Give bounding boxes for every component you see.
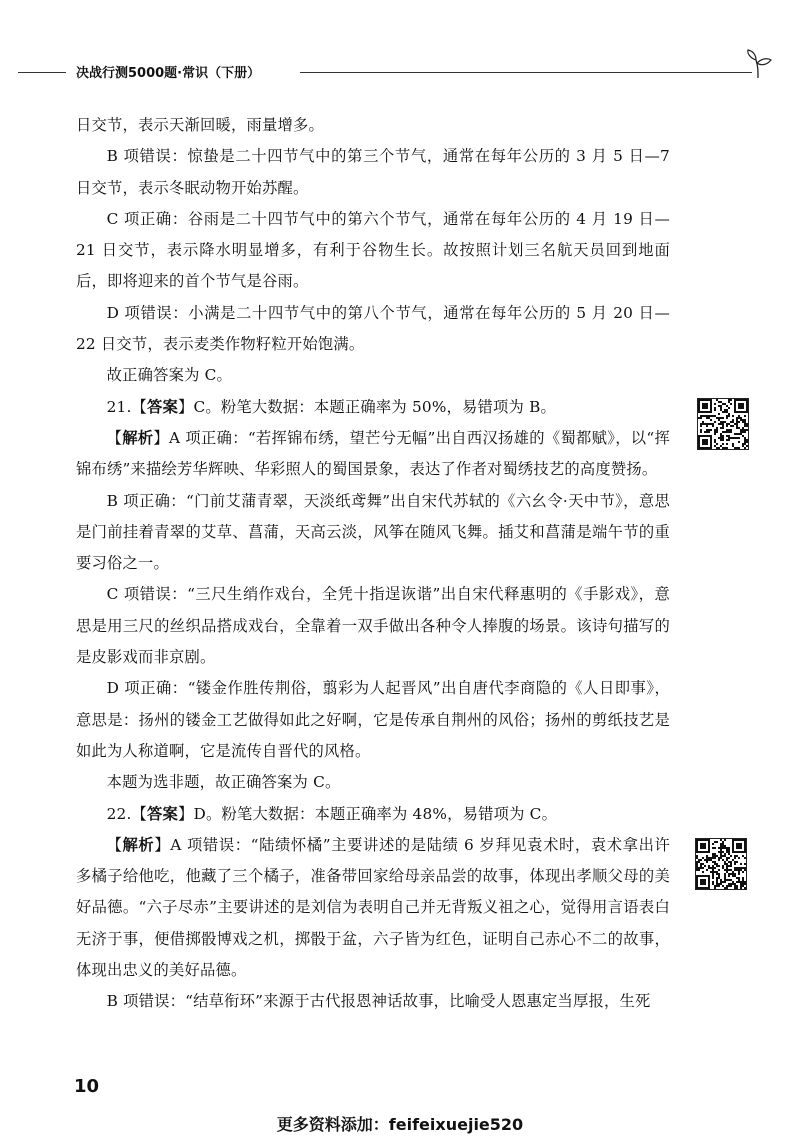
paragraph-text: 22.【 (106, 804, 148, 823)
book-title: 决战行测5000题·常识（下册） (76, 66, 261, 81)
paragraph (76, 110, 670, 141)
answer-explanations (76, 110, 670, 1018)
paragraph (76, 830, 670, 986)
paragraph-text: 本题为选非题，故正确答案为 C。 (106, 773, 341, 792)
label-bold: 解析 (122, 428, 154, 447)
footer-contact-note: 更多资料添加：feifeixuejie520 (276, 1115, 524, 1134)
label-bold: 答案 (147, 397, 179, 416)
paragraph-text: 【 (106, 428, 123, 447)
qr-code-icon[interactable] (695, 838, 747, 890)
page-number: 10 (74, 1076, 100, 1097)
paragraph (76, 767, 670, 798)
paragraph (76, 579, 670, 673)
paragraph (76, 141, 670, 204)
qr-code-icon[interactable] (697, 398, 749, 450)
paragraph-text: 】C。粉笔大数据：本题正确率为 50%，易错项为 B。 (178, 397, 557, 416)
paragraph-text: C 项错误：“三尺生绡作戏台，全凭十指逞诙谐”出自宋代释惠明的《手影戏》，意思是用三尺的丝织品搭成戏台，全靠着一双手做出各种令人捧腹的场景。该诗句描写的是皮影戏而非京剧。 (76, 585, 670, 667)
paragraph-text: D 项正确：“镂金作胜传荆俗，翦彩为人起晋风”出自唐代李商隐的《人日即事》，意思是：扬州的镂金工艺做得如此之好啊，它是传承自荆州的风俗；扬州的剪纸技艺是如此为人称道啊，它是流传自晋代的风格。 (76, 679, 670, 760)
paragraph-text: D 项错误：小满是二十四节气中的第八个节气，通常在每年公历的 5 月 20 日—22 日交节，表示麦类作物籽粒开始饱满。 (76, 303, 670, 354)
paragraph (76, 673, 670, 767)
paragraph-text: B 项错误：惊蛰是二十四节气中的第三个节气，通常在每年公历的 3 月 5 日—7 日交节，表示冬眠动物开始苏醒。 (76, 147, 670, 197)
paragraph-text: 日交节，表示天渐回暖，雨量增多。 (76, 116, 324, 134)
paragraph-text: 】A 项错误：“陆绩怀橘”主要讲述的是陆绩 6 岁拜见袁术时，袁术拿出许多橘子给他吃，他藏了三个橘子，准备带回家给母亲品尝的故事，体现出孝顺父母的美好品德。“六子尽赤”主要讲述的是刘信为表明自己并无背叛义祖之心，觉得用言语表白无济于事，便借掷骰博戏之机，掷骰于盆，六子皆为红色，证明自己赤心不二的故事，体现出忠义的美好品德。 (76, 835, 670, 980)
paragraph-text: B 项错误：“结草衔环”来源于古代报恩神话故事，比喻受人恩惠定当厚报，生死 (106, 992, 651, 1011)
paragraph-text: C 项正确：谷雨是二十四节气中的第六个节气，通常在每年公历的 4 月 19 日—21 日交节，表示降水明显增多，有利于谷物生长。故按照计划三名航天员回到地面后，即将迎来的首个节气是谷雨。 (76, 209, 670, 291)
paragraph (76, 392, 670, 423)
paragraph (76, 360, 670, 391)
paragraph (76, 298, 670, 361)
paragraph-text: 故正确答案为 C。 (106, 366, 233, 385)
label-bold: 答案 (147, 804, 179, 823)
header-rule-left (18, 72, 66, 73)
paragraph-text: B 项正确：“门前艾蒲青翠，天淡纸鸢舞”出自宋代苏轼的《六幺令·天中节》，意思是门前挂着青翠的艾草、菖蒲，天高云淡，风筝在随风飞舞。插艾和菖蒲是端午节的重要习俗之一。 (76, 491, 670, 573)
paragraph-text: 】D。粉笔大数据：本题正确率为 48%，易错项为 C。 (178, 804, 558, 823)
qr-code-pattern (698, 399, 748, 449)
label-bold: 解析 (122, 835, 155, 854)
paragraph (76, 486, 670, 580)
paragraph-text: 21.【 (106, 397, 148, 416)
paragraph (76, 799, 670, 830)
paragraph-text: 【 (106, 835, 123, 854)
running-header (18, 56, 784, 86)
qr-code-pattern (696, 839, 746, 889)
header-rule-right (300, 72, 752, 73)
paragraph (76, 986, 670, 1017)
paragraph (76, 423, 670, 486)
sprout-icon (740, 48, 780, 84)
paragraph-text: 】A 项正确：“若挥锦布绣，望芒兮无幅”出自西汉扬雄的《蜀都赋》，以“挥锦布绣”来描绘芳华辉映、华彩照人的蜀国景象，表达了作者对蜀绣技艺的高度赞扬。 (76, 428, 671, 479)
paragraph (76, 204, 670, 298)
